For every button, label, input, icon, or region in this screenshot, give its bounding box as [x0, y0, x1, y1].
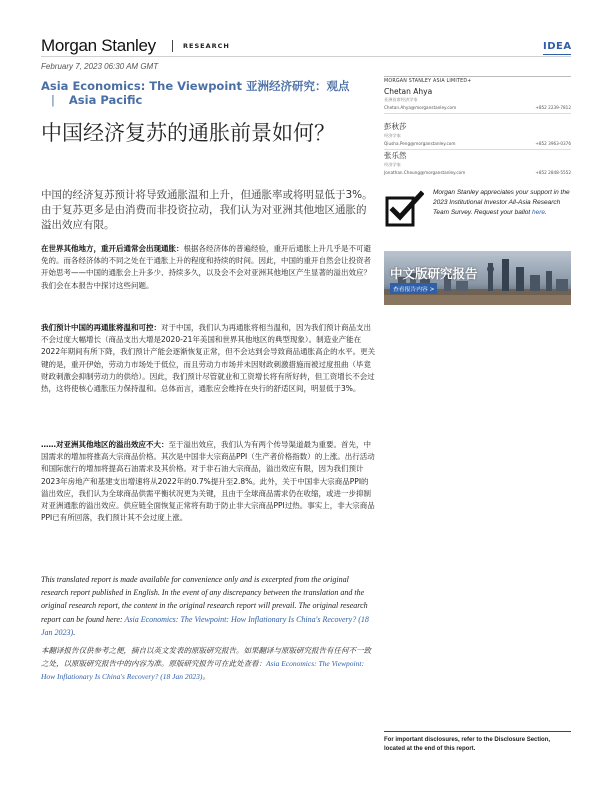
paragraph-1-body: 根据各经济体的普遍经验，重开后通胀上升几乎是不可避免的。而各经济体的不同之处在于通胀上升的程度和持续的时间。因此，中国的重开自然会让投资者开始思考——中国的通胀会上升多少、持续多久，以及会不会对亚洲其他地区产生显著的溢出效应？我们会在本报告中探讨这些问题。 [41, 244, 371, 290]
ballot-checkmark-icon [384, 190, 424, 230]
paragraph-1-lead: 在世界其他地方，重开后通常会出现通胀： [41, 244, 184, 253]
analyst-card [384, 121, 571, 150]
paragraph-2-lead: 我们预计中国的再通胀将温和可控： [41, 323, 161, 332]
paragraph-3-body: 至于溢出效应，我们认为有两个传导渠道最为重要。首先，中国需求的增加将推高大宗商品价格。其次是中国非大宗商品PPI（生产者价格指数）的上涨。出行活动和国际旅行的增加将提高石油需求及其价格。对于非石油大宗商品，溢出效应有限，因为我们预计2023年房地产和基建支出增速将从2022年的0.7%提升至2.8%。此外，关于中国非大宗商品PPI的溢出效应，我们认为全球商品供需平衡状况更为关键，且由于全球商品需求仍在收缩，或进一步抑制对亚洲通胀的溢出效应。供应链全面恢复正常将有助于防止非大宗商品PPI过热。事实上，非大宗商品PPI已有所回落，我们预计其不会过度上涨。 [41, 440, 375, 523]
translation-note-english-text: This translated report is made available for convenience only and is excerpted from the original research report published in English. In the event of any discrepancy between the translation and the original research report, the content in the original research report will prevail. The original research report can be found here: [41, 575, 368, 624]
banner-title: 中文版研究报告 [390, 266, 478, 281]
translation-note-english-end: . [73, 627, 76, 637]
analyst-name: 张乐然 [384, 151, 407, 160]
series-heading [41, 79, 376, 107]
lead-paragraph: 中国的经济复苏预计将导致通胀温和上升，但通胀率或将明显低于3%。由于复苏更多是由消费而非投资拉动，我们认为对亚洲其他地区通胀的溢出效应有限。 [41, 189, 373, 231]
report-title: 中国经济复苏的通胀前景如何？ [41, 121, 335, 145]
analyst-phone: +852 2848-5552 [535, 170, 571, 175]
original-report-link-chinese[interactable]: Asia Economics: The Viewpoint: How Inflationary Is China's Recovery? (18 Jan 2023) [41, 659, 364, 681]
original-report-link-english[interactable]: Asia Economics: The Viewpoint: How Inflationary Is China's Recovery? (18 Jan 2023) [41, 614, 369, 637]
analyst-phone: +852 2239-7812 [535, 105, 571, 110]
banner-cta[interactable]: 查看报告内容 > [390, 283, 437, 294]
analyst-role: 经济学家 [384, 133, 401, 138]
survey-text-end: . [545, 209, 547, 216]
analyst-divider [384, 113, 571, 114]
analyst-card [384, 87, 571, 114]
morgan-stanley-logo: Morgan Stanley [41, 36, 156, 55]
translation-note-chinese [41, 644, 371, 683]
analyst-phone: +852 3963-0376 [535, 141, 571, 146]
analyst-email[interactable]: Jonathan.Cheung@morganstanley.com [384, 170, 466, 175]
logo-divider [172, 40, 173, 52]
translation-note-chinese-text: 本翻译报告仅供参考之便，摘自以英文发表的原版研究报告。如果翻译与原版研究报告有任何不一致之处，以原版研究报告中的内容为准。原版研究报告可在此处查看： [41, 646, 371, 668]
analyst-name: 彭秋莎 [384, 122, 407, 131]
analyst-email[interactable]: Qiusha.Peng@morganstanley.com [384, 141, 456, 146]
idea-tag: IDEA [543, 41, 572, 52]
translation-note-chinese-end: 。 [202, 672, 210, 681]
series-title: Asia Economics: The Viewpoint 亚洲经济研究：观点 [41, 79, 350, 93]
series-region: Asia Pacific [68, 93, 143, 107]
publish-date: February 7, 2023 06:30 AM GMT [41, 62, 159, 71]
body-paragraph-1 [41, 243, 376, 292]
analyst-role: 经济学家 [384, 162, 401, 167]
disclosure-divider [384, 731, 571, 732]
chinese-report-banner[interactable] [384, 251, 571, 305]
disclosure-note: For important disclosures, refer to the Disclosure Section, located at the end of this report. [384, 737, 551, 752]
analyst-email[interactable]: Chetan.Ahya@morganstanley.com [384, 105, 457, 110]
body-paragraph-3 [41, 439, 376, 524]
entity-name: MORGAN STANLEY ASIA LIMITED+ [384, 79, 472, 84]
survey-text: Morgan Stanley appreciates your support in the 2023 Institutional Investor All-Asia Research Team Survey. Request your ballot [433, 189, 570, 216]
analyst-name: Chetan Ahya [384, 87, 433, 96]
analyst-role: 亚洲首席经济学家 [384, 97, 418, 102]
body-paragraph-2 [41, 322, 376, 395]
idea-underline [543, 54, 571, 55]
paragraph-2-body: 对于中国，我们认为再通胀将相当温和，因为我们预计商品支出不会过度大幅增长（商品支出大增是2020-21年美国和世界其他地区的典型现象）。制造业产能在2022年期间有所下降，我们预计产能会逐渐恢复正常，但不会达到会导致商品通胀高企的水平。更关键的是，重开伊始，劳动力市场处于低位，而且劳动力市场并未因财政刺激措施而被过度扭曲（毕竟财政刺激会抑制劳动力的供给）。因此，我们预计尽管就业和工资增长将有所好转，但工资增长不会过热，这将使核心通胀压力保持温和。总体而言，通胀应会维持在央行的舒适区间，明显低于3%。 [41, 323, 376, 394]
ballot-link[interactable]: here [532, 209, 546, 216]
translation-note-english [41, 573, 371, 639]
survey-message [433, 188, 571, 218]
paragraph-3-lead: ……对亚洲其他地区的溢出效应不大： [41, 440, 169, 449]
research-label: RESEARCH [183, 42, 230, 50]
series-separator: | [51, 93, 55, 107]
sidebar-divider [384, 76, 571, 77]
analyst-card [384, 150, 571, 175]
header-divider [41, 56, 571, 57]
